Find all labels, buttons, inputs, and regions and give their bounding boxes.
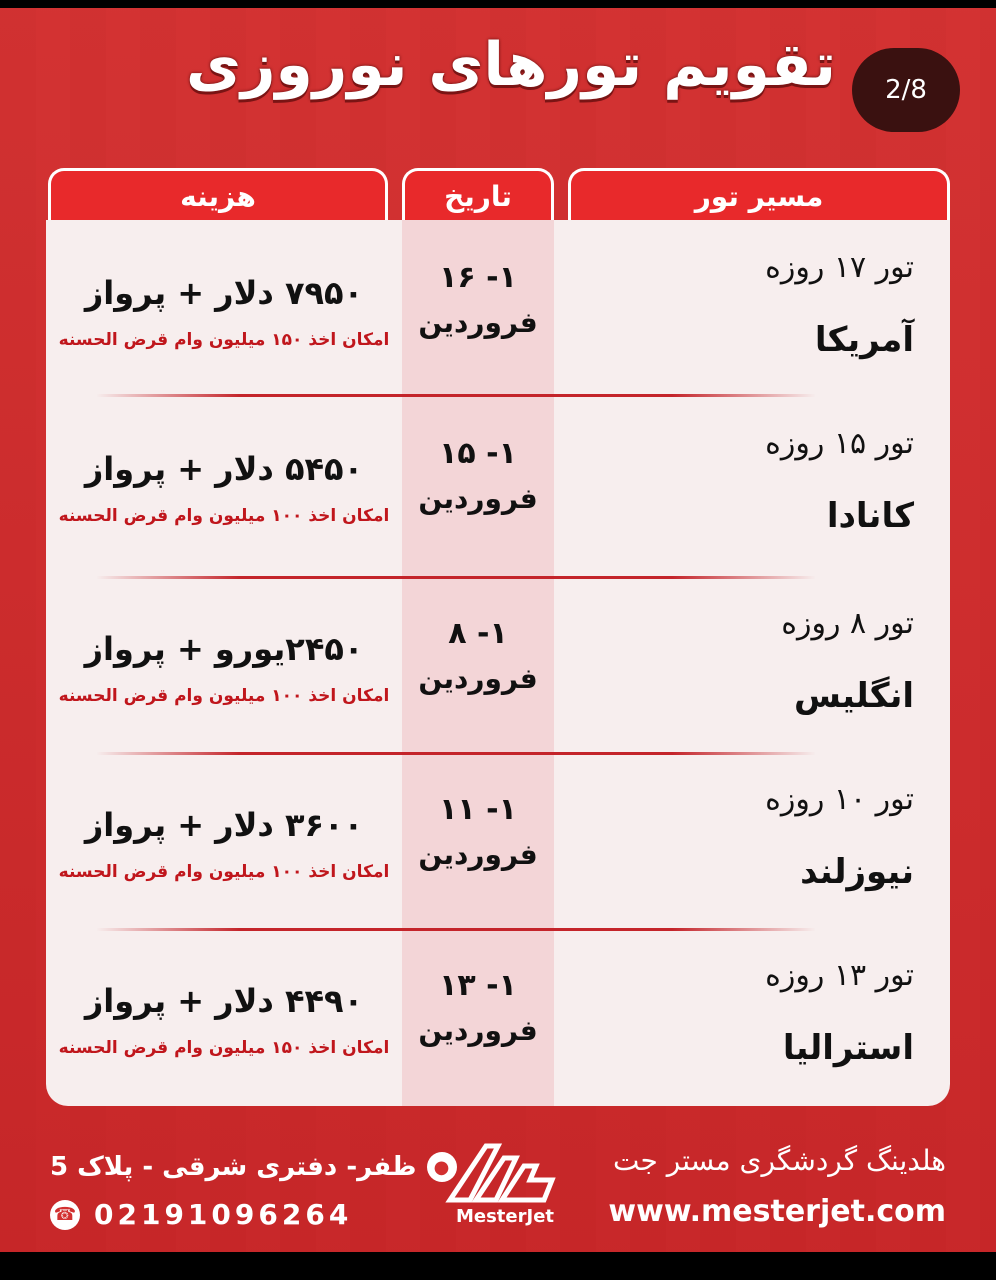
tour-duration: تور ۱۷ روزه: [765, 250, 914, 285]
tour-duration: تور ۱۰ روزه: [765, 782, 914, 817]
tour-loan-note: امکان اخذ ۱۵۰ میلیون وام قرض الحسنه: [58, 1038, 390, 1058]
header-cost: [48, 168, 388, 222]
location-pin-icon: ●: [427, 1152, 457, 1182]
tour-duration: تور ۱۳ روزه: [765, 958, 914, 993]
tour-loan-note: امکان اخذ ۱۵۰ میلیون وام قرض الحسنه: [58, 330, 390, 350]
tour-date-range: ۱- ۱۱: [439, 792, 517, 827]
tour-country: نیوزلند: [800, 852, 914, 892]
header-route-label: مسیر تور: [694, 180, 824, 213]
tour-price: ۳۶۰۰ دلار + پرواز: [84, 806, 364, 844]
phone-line[interactable]: [50, 1198, 352, 1231]
tour-date-range: ۱- ۱۶: [439, 260, 517, 295]
address-line: [50, 1152, 457, 1182]
tour-row: [46, 752, 950, 928]
tour-price: ۵۴۵۰ دلار + پرواز: [84, 450, 364, 488]
company-name: هلدینگ گردشگری مستر جت: [613, 1144, 946, 1177]
tour-date-month: فروردین: [418, 1014, 538, 1047]
tour-loan-note: امکان اخذ ۱۰۰ میلیون وام قرض الحسنه: [58, 686, 390, 706]
tour-row: [46, 928, 950, 1104]
header-cost-label: هزینه: [180, 180, 256, 213]
mesterjet-logo: [440, 1136, 570, 1232]
header-date: [402, 168, 554, 222]
tour-table: [46, 220, 950, 1106]
tour-country: کانادا: [826, 496, 914, 536]
tour-row: [46, 220, 950, 396]
page-indicator: [852, 48, 960, 132]
phone-number[interactable]: 02191096264: [94, 1198, 353, 1231]
header-route: [568, 168, 950, 222]
poster: [0, 8, 996, 1252]
tour-country: استرالیا: [782, 1028, 914, 1068]
page-indicator-text: 2/8: [885, 75, 927, 105]
tour-date-month: فروردین: [418, 662, 538, 695]
tour-duration: تور ۱۵ روزه: [765, 426, 914, 461]
address-text: ظفر- دفتری شرقی - پلاک 5: [50, 1152, 417, 1182]
tour-duration: تور ۸ روزه: [781, 606, 914, 641]
tour-country: آمریکا: [814, 320, 914, 360]
tour-date-month: فروردین: [418, 306, 538, 339]
tour-date-month: فروردین: [418, 838, 538, 871]
tour-country: انگلیس: [793, 676, 914, 716]
tour-date-range: ۱- ۱۵: [439, 436, 517, 471]
header-date-label: تاریخ: [444, 180, 512, 213]
tour-row: [46, 396, 950, 572]
tour-price: ۷۹۵۰ دلار + پرواز: [84, 274, 364, 312]
logo-text: MesterJet: [455, 1206, 555, 1227]
tour-price: ۲۴۵۰یورو + پرواز: [84, 630, 364, 668]
tour-row: [46, 576, 950, 752]
phone-icon: ☎: [50, 1200, 80, 1230]
tour-loan-note: امکان اخذ ۱۰۰ میلیون وام قرض الحسنه: [58, 862, 390, 882]
logo-mark-icon: [440, 1136, 570, 1206]
tour-date-range: ۱- ۸: [448, 616, 508, 651]
tour-price: ۴۴۹۰ دلار + پرواز: [84, 982, 364, 1020]
tour-loan-note: امکان اخذ ۱۰۰ میلیون وام قرض الحسنه: [58, 506, 390, 526]
tour-date-month: فروردین: [418, 482, 538, 515]
website-link[interactable]: www.mesterjet.com: [608, 1194, 946, 1229]
page-title: تقویم تورهای نوروزی: [185, 30, 836, 100]
tour-date-range: ۱- ۱۳: [439, 968, 517, 1003]
